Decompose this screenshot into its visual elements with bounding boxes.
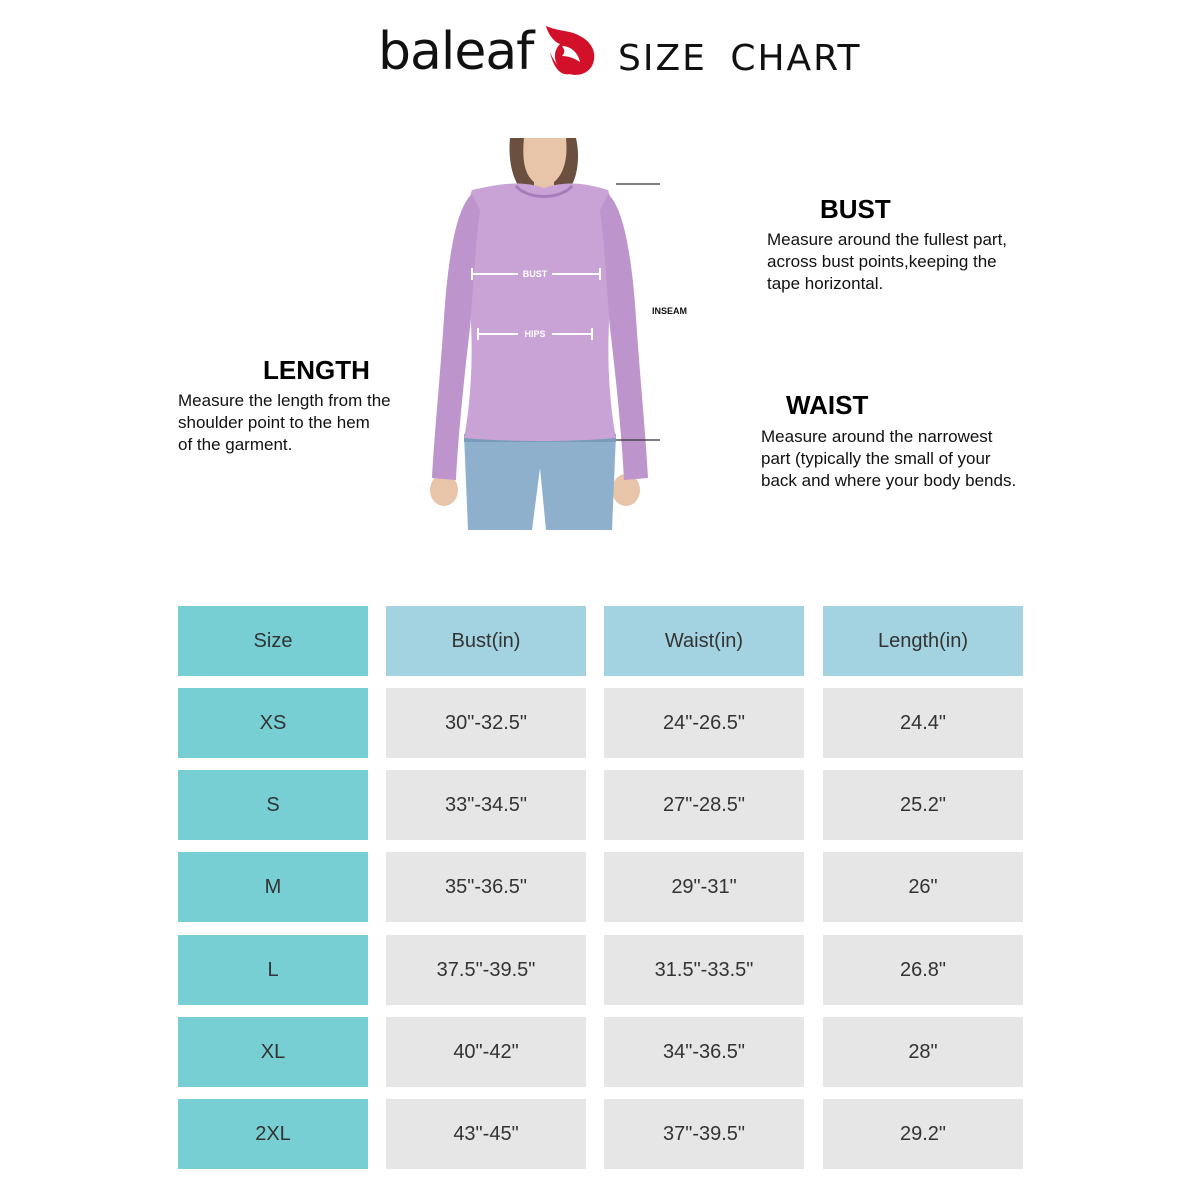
size-cell-xs: XS (178, 688, 368, 758)
length-cell: 28" (823, 1017, 1023, 1087)
bust-description: Measure around the fullest part, across bust points,keeping the tape horizontal. (767, 230, 1008, 293)
flame-leaf-logo-icon (540, 22, 602, 80)
header-cell-size: Size (178, 606, 368, 676)
bust-title: BUST (820, 194, 891, 224)
header-cell-length: Length(in) (823, 606, 1023, 676)
size-chart-title: SIZE CHART (618, 38, 862, 79)
header-cell-bust: Bust(in) (386, 606, 586, 676)
length-cell: 26" (823, 852, 1023, 922)
bust-cell: 43"-45" (386, 1099, 586, 1169)
size-cell-m: M (178, 852, 368, 922)
size-cell-xl: XL (178, 1017, 368, 1087)
model-illustration (420, 138, 660, 530)
length-cell: 25.2" (823, 770, 1023, 840)
waist-cell: 27"-28.5" (604, 770, 804, 840)
inseam-figure-label: INSEAM (652, 306, 688, 316)
size-cell-s: S (178, 770, 368, 840)
waist-cell: 24"-26.5" (604, 688, 804, 758)
waist-cell: 34"-36.5" (604, 1017, 804, 1087)
shirt-torso-shape (464, 184, 616, 441)
bust-cell: 30"-32.5" (386, 688, 586, 758)
length-title: LENGTH (263, 355, 370, 385)
waist-title: WAIST (786, 390, 869, 420)
waist-cell: 37"-39.5" (604, 1099, 804, 1169)
length-description: Measure the length from the shoulder point to the hem of the garment. (178, 391, 391, 454)
length-cell: 29.2" (823, 1099, 1023, 1169)
hips-figure-label: HIPS (524, 329, 546, 339)
header (0, 18, 1200, 88)
bust-figure-label: BUST (522, 269, 548, 279)
length-cell: 26.8" (823, 935, 1023, 1005)
waist-description: Measure around the narrowest part (typically the small of your back and where your body bends. (761, 427, 1017, 490)
bust-cell: 33"-34.5" (386, 770, 586, 840)
size-cell-2xl: 2XL (178, 1099, 368, 1169)
brand-name: baleaf (378, 22, 534, 82)
size-cell-l: L (178, 935, 368, 1005)
length-cell: 24.4" (823, 688, 1023, 758)
waist-cell: 29"-31" (604, 852, 804, 922)
bust-cell: 37.5"-39.5" (386, 935, 586, 1005)
header-cell-waist: Waist(in) (604, 606, 804, 676)
bust-cell: 35"-36.5" (386, 852, 586, 922)
jeans-shape (464, 434, 616, 530)
waist-cell: 31.5"-33.5" (604, 935, 804, 1005)
bust-cell: 40"-42" (386, 1017, 586, 1087)
